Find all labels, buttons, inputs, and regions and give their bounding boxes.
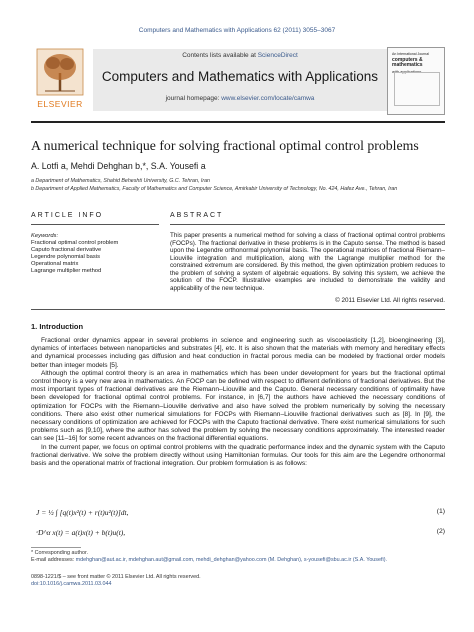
intro-paragraph-3: In the current paper, we focus on optimal control problems with the quadratic performance index and the dynamic system with the Caputo fractional derivative. We solve the problem directly without using Hamiltonian formulas. Our tools for this aim are the Legendre orthonormal basis and the operational matrix of fractional integration. Our problem formulation is as follows: <box>31 443 445 468</box>
abstract-rule <box>170 224 445 225</box>
keyword-item: Operational matrix <box>31 261 79 267</box>
elsevier-logo[interactable] <box>31 47 89 113</box>
corresponding-author-note: * Corresponding author. <box>31 550 88 556</box>
masthead-banner <box>93 49 387 111</box>
equation-1-body: J = ½ ∫ [q(t)x²(t) + r(t)u²(t)]dt, <box>36 508 129 517</box>
keyword-item: Legendre polynomial basis <box>31 254 100 260</box>
issn-line: 0898-1221/$ – see front matter © 2011 Elsevier Ltd. All rights reserved. <box>31 574 201 580</box>
equation-1-number: (1) <box>436 508 445 515</box>
journal-title[interactable]: Computers and Mathematics with Applications <box>101 69 379 84</box>
author-list: A. Lotfi a, Mehdi Dehghan b,*, S.A. Yousefi a <box>31 161 206 171</box>
email-links[interactable]: mdehghan@aut.ac.ir, mdehghan.aut@gmail.com, mehdi_dehghan@yahoo.com (M. Dehghan), s-yousefi@sbu.ac.ir (S.A. Yousefi). <box>75 557 387 563</box>
journal-reference[interactable]: Computers and Mathematics with Applications 62 (2011) 3055–3067 <box>138 27 336 34</box>
doi-link[interactable]: doi:10.1016/j.camwa.2011.03.044 <box>31 581 112 587</box>
keyword-item: Lagrange multiplier method <box>31 268 102 274</box>
intro-paragraph-2: Although the optimal control theory is an area in mathematics which has been under development for years but the fractional optimal control theory is a very new area in mathematics. An FOCP can be defined with respect to different definitions of fractional derivatives. But the most important types of fractional derivatives are the Riemann–Liouville and the Caputo. General necessary conditions of optimality have been developed for fractional optimal control problems. For instance, in [6,7] the authors have achieved the necessary conditions of optimization for FOCPs with the Riemann–Liouville derivative and also have solved the problem numerically by solving the necessary conditions. There also exist other numerical simulations for FOCPs with Riemann–Liouville fractional derivatives such as [8]. In [9], the necessary conditions of optimization are achieved for FOCPs with the Caputo fractional derivative. There exist numerical simulations for such problems such as [9,10], where the author has solved the problem by solving the necessary conditions approximately. The interested reader can see [11–16] for some recent advances on the fractional differential equations. <box>31 369 445 443</box>
cover-illustration <box>394 72 440 106</box>
masthead-divider <box>31 121 445 123</box>
copyright-notice: © 2011 Elsevier Ltd. All rights reserved. <box>335 297 445 304</box>
intro-body <box>31 337 445 468</box>
keyword-item: Caputo fractional derivative <box>31 247 102 253</box>
cover-title: An International Journal computers & mathematics with applications <box>392 52 429 74</box>
publisher-name: ELSEVIER <box>37 99 83 109</box>
footnote-rule <box>31 547 81 548</box>
article-info-heading: ARTICLE INFO <box>31 212 104 219</box>
affiliation-b: b Department of Applied Mathematics, Faculty of Mathematics and Computer Science, Amirkabir University of Technology, No. 424, Hafez Ave., Tehran, Iran <box>31 186 398 192</box>
contents-line: Contents lists available at ScienceDirect <box>182 52 298 59</box>
article-info-rule <box>31 224 159 225</box>
keywords-list <box>31 240 118 275</box>
keywords-label: Keywords: <box>31 233 59 239</box>
sciencedirect-link[interactable]: ScienceDirect <box>257 52 298 59</box>
equation-2-number: (2) <box>436 528 445 535</box>
footnotes <box>31 550 445 564</box>
affiliation-a: a Department of Mathematics, Shahid Beheshti University, G.C. Tehran, Iran <box>31 178 210 184</box>
journal-homepage: journal homepage: www.elsevier.com/locate/camwa <box>165 95 315 102</box>
abstract-text: This paper presents a numerical method for solving a class of fractional optimal control problems (FOCPs). The fractional derivative in these problems is in the Caputo sense. The method is based upon the Legendre orthonormal polynomial basis. The operational matrices of fractional Riemann–Liouville integration and multiplication, along with the Lagrange multiplier method for the constrained extremum are considered. By this method, the given optimization problem reduces to the problem of solving a system of algebraic equations. By solving this system, we achieve the solution of the FOCP. Illustrative examples are included to demonstrate the validity and applicability of the new technique. <box>170 232 445 292</box>
introduction-heading: 1. Introduction <box>31 322 84 331</box>
elsevier-tree-icon <box>31 47 89 97</box>
publication-info <box>31 574 445 588</box>
masthead <box>31 47 445 119</box>
equation-2-body: ᶜD^α x(t) = a(t)x(t) + b(t)u(t), <box>36 528 126 537</box>
journal-cover-thumbnail[interactable] <box>387 47 445 115</box>
equation-1 <box>36 508 445 517</box>
keyword-item: Fractional optimal control problem <box>31 240 119 246</box>
abstract-heading: ABSTRACT <box>170 212 224 219</box>
intro-paragraph-1: Fractional order dynamics appear in several problems in science and engineering such as viscoelasticity [1,2], bioengineering [3], dynamics of interfaces between nanoparticles and substrates [4], etc. It is also shown that the materials with memory and hereditary effects and dynamical processes including gas diffusion and heat conduction in fractal porous media can be modeled by fractional order models better than integer models [5]. <box>31 337 445 369</box>
article-title: A numerical technique for solving fractional optimal control problems <box>31 138 419 153</box>
equation-2 <box>36 528 445 537</box>
homepage-link[interactable]: www.elsevier.com/locate/camwa <box>221 95 315 102</box>
email-addresses: E-mail addresses: mdehghan@aut.ac.ir, mdehghan.aut@gmail.com, mehdi_dehghan@yahoo.com (M. Dehghan), s-yousefi@sbu.ac.ir (S.A. Yousefi). <box>31 557 387 563</box>
abstract-end-rule <box>31 309 445 310</box>
